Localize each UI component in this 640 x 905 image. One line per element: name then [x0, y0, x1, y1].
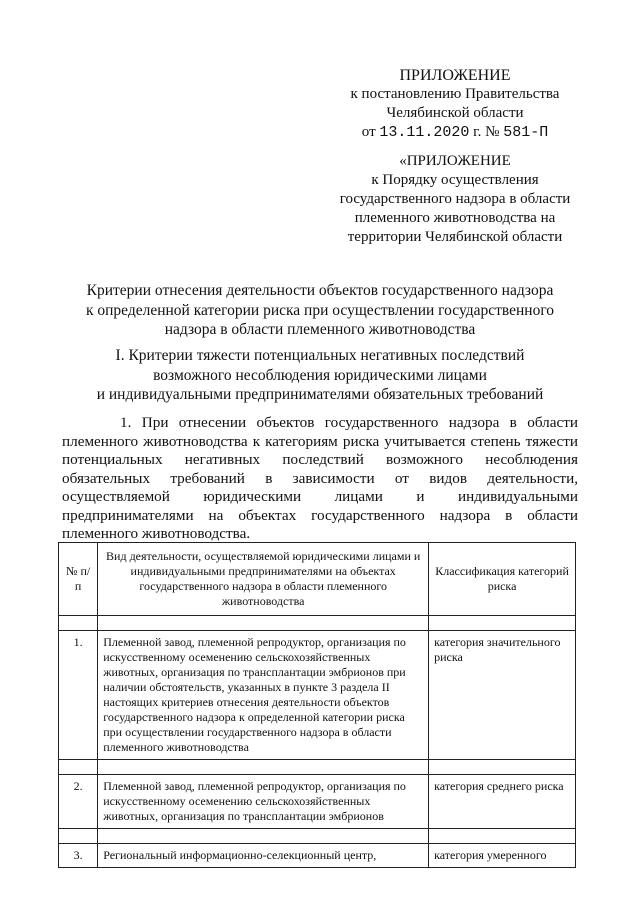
- paragraph-line: племенного животноводства.: [62, 525, 251, 542]
- inner-appendix-line-2: государственного надзора в области: [339, 191, 571, 207]
- paragraph-line: осуществляемой юридическими лицами и индивидуальными: [62, 488, 578, 505]
- inner-appendix-line-1: к Порядку осуществления: [371, 172, 539, 188]
- row-num: 2.: [59, 775, 98, 829]
- table-spacer: [59, 829, 576, 844]
- row-category: категория среднего риска: [429, 775, 576, 829]
- decree-date: 13.11.2020: [379, 124, 470, 141]
- paragraph-1: [62, 414, 578, 544]
- inner-appendix-line-3: племенного животноводства на: [354, 210, 556, 226]
- row-num: 3.: [59, 844, 98, 868]
- appendix-header: [330, 66, 580, 142]
- document-title-line-3: надзора в области племенного животноводства: [164, 321, 476, 338]
- table-row: [59, 844, 576, 868]
- row-category: категория умеренного: [429, 844, 576, 868]
- appendix-line-2: Челябинской области: [386, 105, 524, 121]
- section-title-line-3: и индивидуальными предпринимателями обязательных требований: [96, 386, 544, 403]
- document-title-line-2: к определенной категории риска при осуществлении государственного: [85, 301, 555, 319]
- header-num: № п/п: [59, 543, 98, 616]
- inner-appendix-header: [330, 152, 580, 247]
- appendix-title: ПРИЛОЖЕНИЕ: [399, 67, 511, 84]
- section-title-line-1: I. Критерии тяжести потенциальных негативных последствий: [115, 347, 525, 364]
- table-row: [59, 775, 576, 829]
- year-suffix: г. №: [473, 124, 500, 140]
- document-title: [60, 281, 580, 340]
- row-category: категория значительного риска: [429, 631, 576, 760]
- paragraph-line: 1. При отнесении объектов государственного надзора в области: [120, 414, 578, 431]
- paragraph-line: обязательных требований в зависимости от видов деятельности,: [62, 469, 578, 487]
- document-title-line-1: Критерии отнесения деятельности объектов государственного надзора: [86, 282, 554, 299]
- inner-appendix-title: «ПРИЛОЖЕНИЕ: [399, 153, 511, 169]
- paragraph-line: потенциальных негативных последствий возможного несоблюдения: [62, 451, 578, 468]
- paragraph-line: племенного животноводства к категориям риска учитывается степень тяжести: [62, 432, 578, 450]
- row-activity: Племенной завод, племенной репродуктор, организация по искусственному осеменению сельскохозяйственных животных, организация по трансплантации эмбрионов при наличии обстоятельств, указанных в пункте 3 раздела II настоящих критериев отнесения деятельности объектов государственного надзора к определенной категории риска при осуществлении государственного надзора в области племенного животноводства: [98, 631, 429, 760]
- section-title-line-2: возможного несоблюдения юридическими лицами: [153, 366, 487, 384]
- table-header-row: [59, 543, 576, 616]
- appendix-date-line: [330, 123, 580, 142]
- table-spacer: [59, 760, 576, 775]
- row-activity: Племенной завод, племенной репродуктор, организация по искусственному осеменению сельскохозяйственных животных, организация по трансплантации эмбрионов: [98, 775, 429, 829]
- row-activity: Региональный информационно-селекционный центр,: [98, 844, 429, 868]
- table-spacer: [59, 616, 576, 631]
- row-num: 1.: [59, 631, 98, 760]
- risk-criteria-table: [58, 542, 576, 868]
- appendix-line-1: к постановлению Правительства: [350, 86, 560, 102]
- header-category: Классификация категорий риска: [429, 543, 576, 616]
- section-title: [60, 346, 580, 405]
- inner-appendix-line-4: территории Челябинской области: [347, 229, 563, 245]
- header-activity: Вид деятельности, осуществляемой юридическими лицами и индивидуальными предпринимателями на объектах государственного надзора в области племенного животноводства: [98, 543, 429, 616]
- paragraph-line: предпринимателями на объектах государственного надзора в области: [62, 506, 578, 524]
- table-row: [59, 631, 576, 760]
- date-prefix: от: [361, 124, 376, 140]
- decree-number: 581-П: [503, 124, 549, 141]
